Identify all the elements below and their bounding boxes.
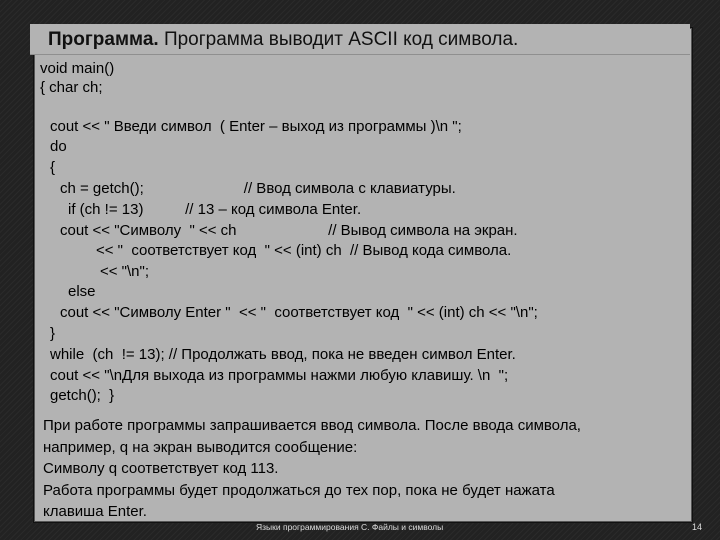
title-bold: Программа. (48, 29, 159, 50)
code-line: else (68, 283, 96, 300)
slide-footer: Языки программирования С. Файлы и символы (256, 522, 444, 532)
code-line: cout << "Символу Enter " << " соответствует код " << (int) ch << "\n"; (60, 304, 538, 321)
code-line: getch(); } (50, 387, 115, 404)
page-number: 14 (692, 522, 703, 532)
code-line: { (50, 159, 56, 176)
paragraph-line: Символу q соответствует код 113. (43, 460, 279, 477)
code-line: void main() (40, 60, 115, 77)
code-line: if (ch != 13) // 13 – код символа Enter. (68, 201, 362, 218)
code-line: cout << " Введи символ ( Enter – выход из программы )\n "; (50, 118, 462, 135)
paragraph-line: Работа программы будет продолжаться до тех пор, пока не будет нажата (43, 481, 555, 499)
explanation-paragraph (43, 415, 683, 523)
code-line: cout << "Символу " << ch // Вывод символа на экран. (60, 222, 518, 239)
code-line: do (50, 138, 67, 155)
paragraph-line: например, q на экран выводится сообщение: (43, 438, 358, 456)
title-text: Программа выводит ASCII код символа. (158, 29, 519, 50)
paragraph-line: При работе программы запрашивается ввод символа. После ввода символа, (43, 417, 581, 434)
code-line: { char ch; (40, 79, 103, 96)
code-line: while (ch != 13); // Продолжать ввод, пока не введен символ Enter. (50, 346, 516, 363)
code-line: << "\n"; (100, 263, 150, 280)
code-line: } (50, 325, 56, 342)
code-line: cout << "\nДля выхода из программы нажми любую клавишу. \n "; (50, 367, 509, 384)
code-line: << " соответствует код " << (int) ch // Вывод кода символа. (96, 242, 512, 259)
code-line: ch = getch(); // Ввод символа с клавиатуры. (60, 180, 456, 197)
paragraph-line: клавиша Enter. (43, 503, 147, 520)
